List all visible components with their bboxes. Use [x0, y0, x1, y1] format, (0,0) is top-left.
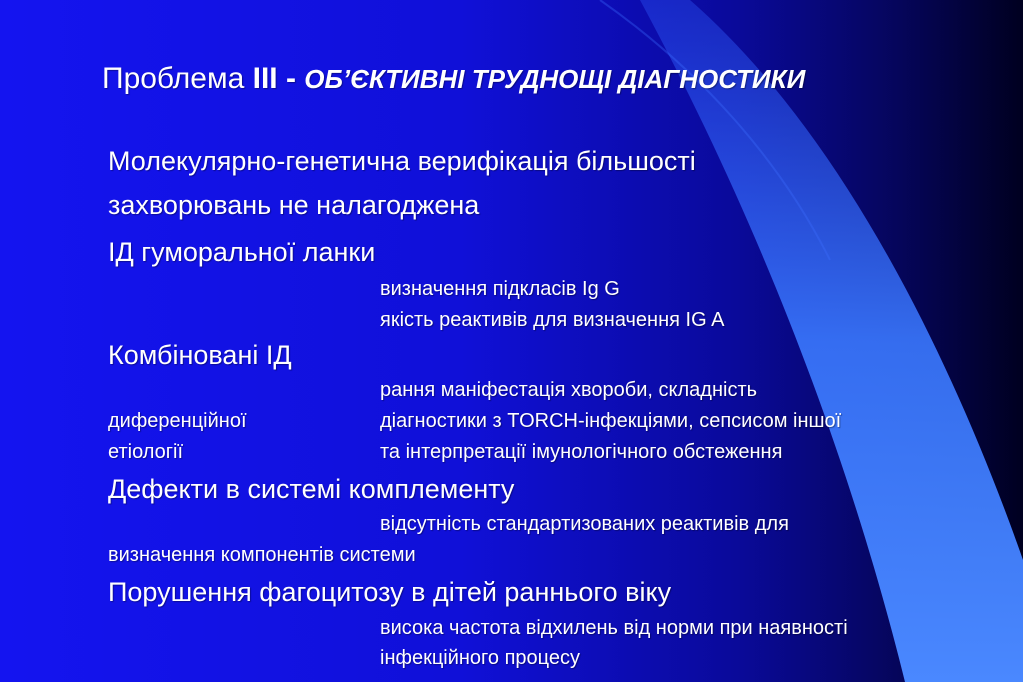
combined-line-3-right: та інтерпретації імунологічного обстеження [380, 441, 783, 463]
humoral-item-2: якість реактивів для визначення IG A [380, 309, 725, 331]
phagocytosis-line-2: інфекційного процесу [380, 647, 581, 669]
combined-heading: Комбіновані ІД [108, 340, 292, 370]
complement-line-2: визначення компонентів системи [108, 544, 416, 566]
title-prefix: Проблема [102, 62, 253, 95]
complement-heading: Дефекти в системі комплементу [108, 474, 515, 504]
humoral-item-1: визначення підкласів Ig G [380, 278, 620, 300]
combined-line-2-right: діагностики з TORCH-інфекціями, сепсисом іншої [380, 410, 842, 432]
combined-line-3-left: етіології [108, 441, 184, 463]
combined-line-2-left: диференційної [108, 410, 247, 432]
slide-title [102, 62, 805, 96]
humoral-heading: ІД гуморальної ланки [108, 237, 376, 267]
complement-line-1: відсутність стандартизованих реактивів для [380, 513, 789, 535]
phagocytosis-line-1: висока частота відхилень від норми при наявності [380, 617, 848, 639]
phagocytosis-heading: Порушення фагоцитозу в дітей раннього віку [108, 577, 672, 607]
molecular-line-2: захворювань не налагоджена [108, 190, 480, 220]
combined-line-1: рання маніфестація хвороби, складність [380, 379, 758, 401]
title-numeral: III - [252, 62, 296, 95]
title-emphasis: ОБ’ЄКТИВНІ ТРУДНОЩІ ДІАГНОСТИКИ [304, 64, 806, 94]
molecular-line-1: Молекулярно-генетична верифікація більшості [108, 146, 696, 176]
